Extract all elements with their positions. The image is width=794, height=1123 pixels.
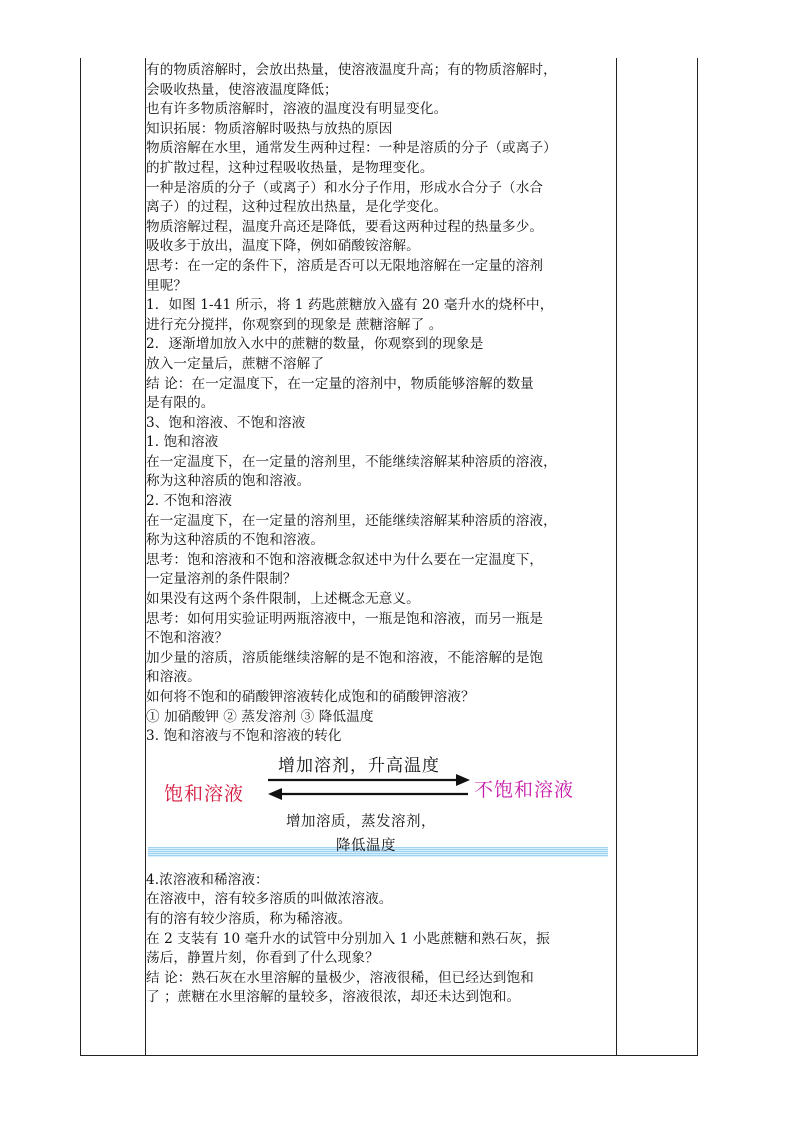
text-line: 1．如图 1-41 所示，将 1 药匙蔗糖放入盛有 20 毫升水的烧杯中，: [146, 297, 554, 314]
text-line: 如果没有这两个条件限制，上述概念无意义。: [146, 591, 420, 608]
double-arrow-icon: [266, 773, 472, 803]
text-line: 也有许多物质溶解时，溶液的温度没有明显变化。: [146, 101, 448, 118]
text-line: 有的物质溶解时，会放出热量，使溶液温度升高；有的物质溶解时，: [146, 62, 557, 78]
text-line: 放入一定量后，蔗糖不溶解了: [146, 355, 325, 372]
text-line: 的扩散过程，这种过程吸收热量，是物理变化。: [146, 159, 434, 176]
text-line: 思考：饱和溶液和不饱和溶液概念叙述中为什么要在一定温度下，: [146, 551, 544, 568]
text-line: 结 论：熟石灰在水里溶解的量极少，溶液很稀，但已经达到饱和: [146, 969, 534, 986]
text-line: 在一定温度下，在一定量的溶剂里，不能继续溶解某种溶质的溶液，: [146, 453, 557, 470]
text-line: 思考：如何用实验证明两瓶溶液中，一瓶是饱和溶液，而另一瓶是: [146, 610, 544, 627]
text-line: 称为这种溶质的饱和溶液。: [146, 473, 311, 490]
text-line: 加少量的溶质，溶质能继续溶解的是不饱和溶液，不能溶解的是饱: [146, 649, 544, 666]
text-line: 结 论：在一定温度下，在一定量的溶剂中，物质能够溶解的数量: [146, 375, 534, 392]
diagram-unsaturated-label: 不饱和溶液: [474, 778, 575, 801]
table-border-left: [80, 58, 81, 1056]
subheading: 1. 饱和溶液: [146, 434, 219, 451]
lesson-content-cell: [146, 61, 614, 1008]
text-line: 不饱和溶液？: [146, 630, 229, 647]
text-line: 知识拓展：物质溶解时吸热与放热的原因: [146, 120, 393, 137]
text-line: 在一定温度下，在一定量的溶剂里，还能继续溶解某种溶质的溶液，: [146, 512, 557, 529]
text-line: 吸收多于放出，温度下降，例如硝酸铵溶解。: [146, 238, 420, 255]
text-line: 了 ；蔗糖在水里溶解的量较多，溶液很浓，却还未达到饱和。: [146, 989, 521, 1006]
text-line: 一种是溶质的分子（或离子）和水分子作用，形成水合分子（水合: [146, 179, 544, 196]
text-line: 会吸收热量，使溶液温度降低；: [146, 81, 338, 98]
text-line: 如何将不饱和的硝酸钾溶液转化成饱和的硝酸钾溶液？: [146, 689, 475, 705]
table-divider-2: [616, 58, 617, 1056]
text-line: 一定量溶剂的条件限制？: [146, 571, 297, 588]
section-heading: 3、饱和溶液、不饱和溶液: [146, 414, 306, 431]
section-heading: 4.浓溶液和稀溶液：: [146, 871, 269, 888]
table-border-bottom: [80, 1055, 698, 1056]
text-line: 离子）的过程，这种过程放出热量，是化学变化。: [146, 199, 448, 216]
text-line: 称为这种溶质的不饱和溶液。: [146, 532, 325, 549]
subheading: 2. 不饱和溶液: [146, 493, 233, 510]
text-line: 物质溶解过程，温度升高还是降低，要看这两种过程的热量多少。: [146, 218, 544, 235]
subheading: 3. 饱和溶液与不饱和溶液的转化: [146, 728, 342, 745]
diagram-saturated-label: 饱和溶液: [164, 782, 245, 805]
text-line: 在溶液中，溶有较多溶质的叫做浓溶液。: [146, 891, 393, 908]
text-line: 有的溶有较少溶质，称为稀溶液。: [146, 910, 352, 927]
text-line: 和溶液。: [146, 669, 201, 686]
text-line: 荡后，静置片刻，你看到了什么现象？: [146, 950, 379, 967]
text-line: 2．逐渐增加放入水中的蔗糖的数量，你观察到的现象是: [146, 336, 484, 353]
conversion-diagram: [146, 749, 614, 871]
text-line: 里呢？: [146, 277, 188, 294]
table-border-right: [697, 58, 698, 1056]
text-line: 在 2 支装有 10 毫升水的试管中分别加入 1 小匙蔗糖和熟石灰，振: [146, 930, 550, 947]
text-line: 思考：在一定的条件下，溶质是否可以无限地溶解在一定量的溶剂: [146, 257, 544, 274]
diagram-top-label: 增加溶剂，升高温度: [278, 755, 440, 776]
text-line: 物质溶解在水里，通常发生两种过程：一种是溶质的分子（或离子）: [146, 140, 557, 157]
text-line: ① 加硝酸钾 ② 蒸发溶剂 ③ 降低温度: [146, 708, 374, 725]
diagram-bottom-label-2: 降低温度: [336, 837, 396, 854]
diagram-bottom-label-1: 增加溶质，蒸发溶剂，: [286, 813, 436, 830]
text-line: 进行充分搅拌，你观察到的现象是 蔗糖溶解了 。: [146, 316, 443, 333]
text-line: 是有限的。: [146, 395, 215, 412]
